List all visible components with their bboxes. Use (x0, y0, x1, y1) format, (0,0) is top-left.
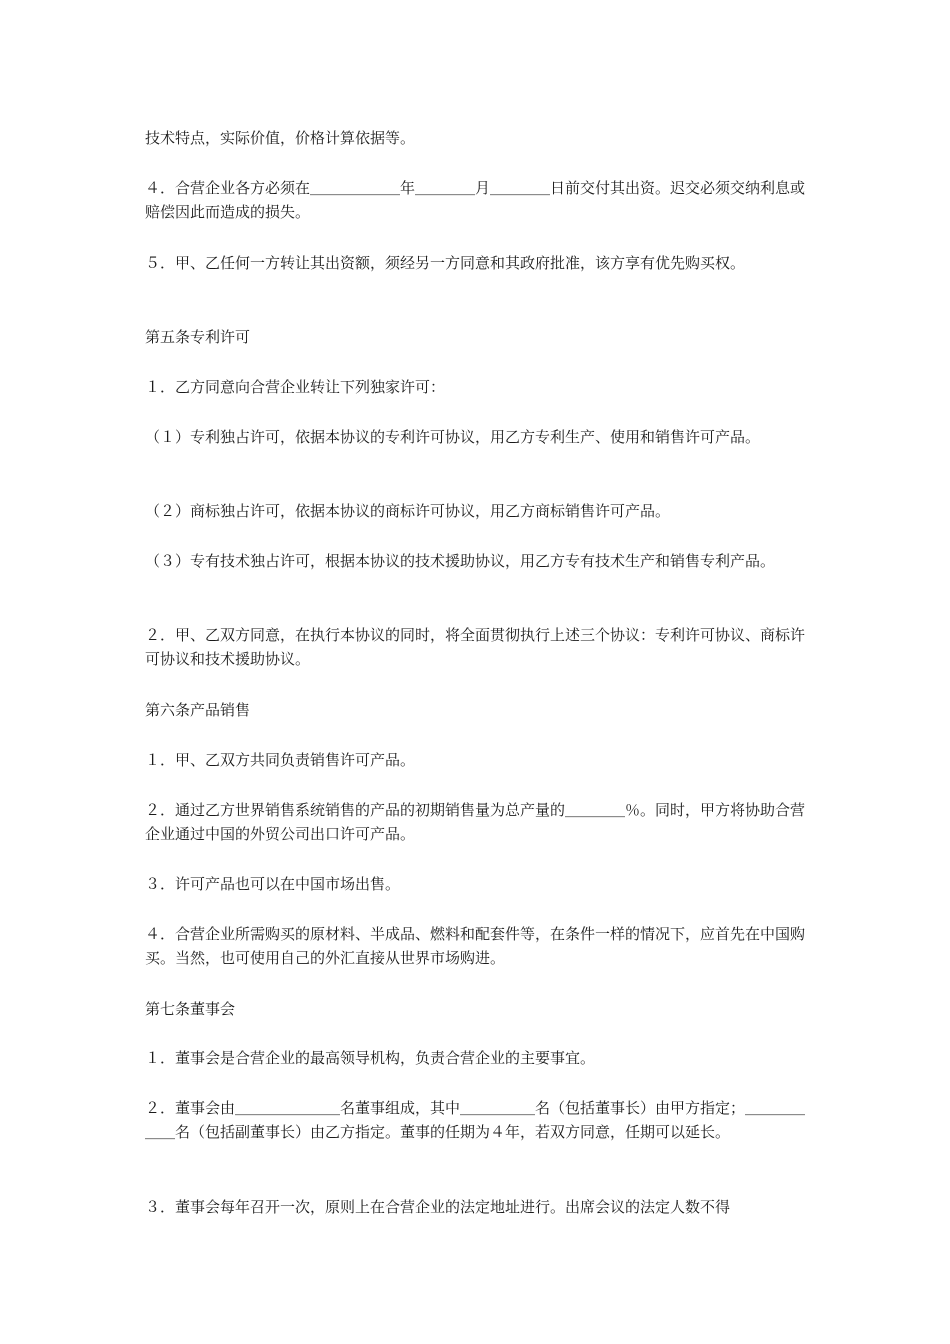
paragraph-article-7-item-2: ２．董事会由＿＿＿＿＿＿＿名董事组成，其中＿＿＿＿＿名（包括董事长）由甲方指定；＿＿＿＿＿＿名（包括副董事长）由乙方指定。董事的任期为４年，若双方同意，任期可以延长。 (145, 1099, 806, 1141)
section-heading-article-6: 第六条产品销售 (145, 701, 251, 719)
paragraph-article-5-item-1: １．乙方同意向合营企业转让下列独家许可： (145, 378, 446, 396)
paragraph-tech-features: 技术特点，实际价值，价格计算依据等。 (145, 129, 416, 147)
section-heading-article-7: 第七条董事会 (145, 1000, 236, 1018)
paragraph-article-6-item-3: ３．许可产品也可以在中国市场出售。 (145, 875, 401, 893)
paragraph-article-7-item-1: １．董事会是合营企业的最高领导机构，负责合营企业的主要事宜。 (145, 1049, 596, 1067)
paragraph-article-5-item-2: ２．甲、乙双方同意，在执行本协议的同时，将全面贯彻执行上述三个协议：专利许可协议、商标许可协议和技术援助协议。 (145, 626, 806, 668)
paragraph-know-how-license: （３）专有技术独占许可，根据本协议的技术援助协议，用乙方专有技术生产和销售专利产品。 (145, 552, 776, 570)
paragraph-item-5-transfer: ５．甲、乙任何一方转让其出资额，须经另一方同意和其政府批准，该方享有优先购买权。 (145, 254, 746, 272)
paragraph-article-6-item-4: ４．合营企业所需购买的原材料、半成品、燃料和配套件等，在条件一样的情况下，应首先在中国购买。当然，也可使用自己的外汇直接从世界市场购进。 (145, 925, 806, 967)
paragraph-trademark-license: （２）商标独占许可，依据本协议的商标许可协议，用乙方商标销售许可产品。 (145, 502, 671, 520)
paragraph-article-6-item-1: １．甲、乙双方共同负责销售许可产品。 (145, 751, 416, 769)
paragraph-article-6-item-2: ２．通过乙方世界销售系统销售的产品的初期销售量为总产量的＿＿＿＿％。同时，甲方将协助合营企业通过中国的外贸公司出口许可产品。 (145, 801, 806, 843)
paragraph-article-7-item-3: ３．董事会每年召开一次，原则上在合营企业的法定地址进行。出席会议的法定人数不得 (145, 1198, 731, 1216)
paragraph-item-4-contribution: ４．合营企业各方必须在＿＿＿＿＿＿年＿＿＿＿月＿＿＿＿日前交付其出资。迟交必须交纳利息或赔偿因此而造成的损失。 (145, 179, 806, 221)
section-heading-article-5: 第五条专利许可 (145, 328, 251, 346)
paragraph-patent-license: （１）专利独占许可，依据本协议的专利许可协议，用乙方专利生产、使用和销售许可产品。 (145, 428, 761, 446)
